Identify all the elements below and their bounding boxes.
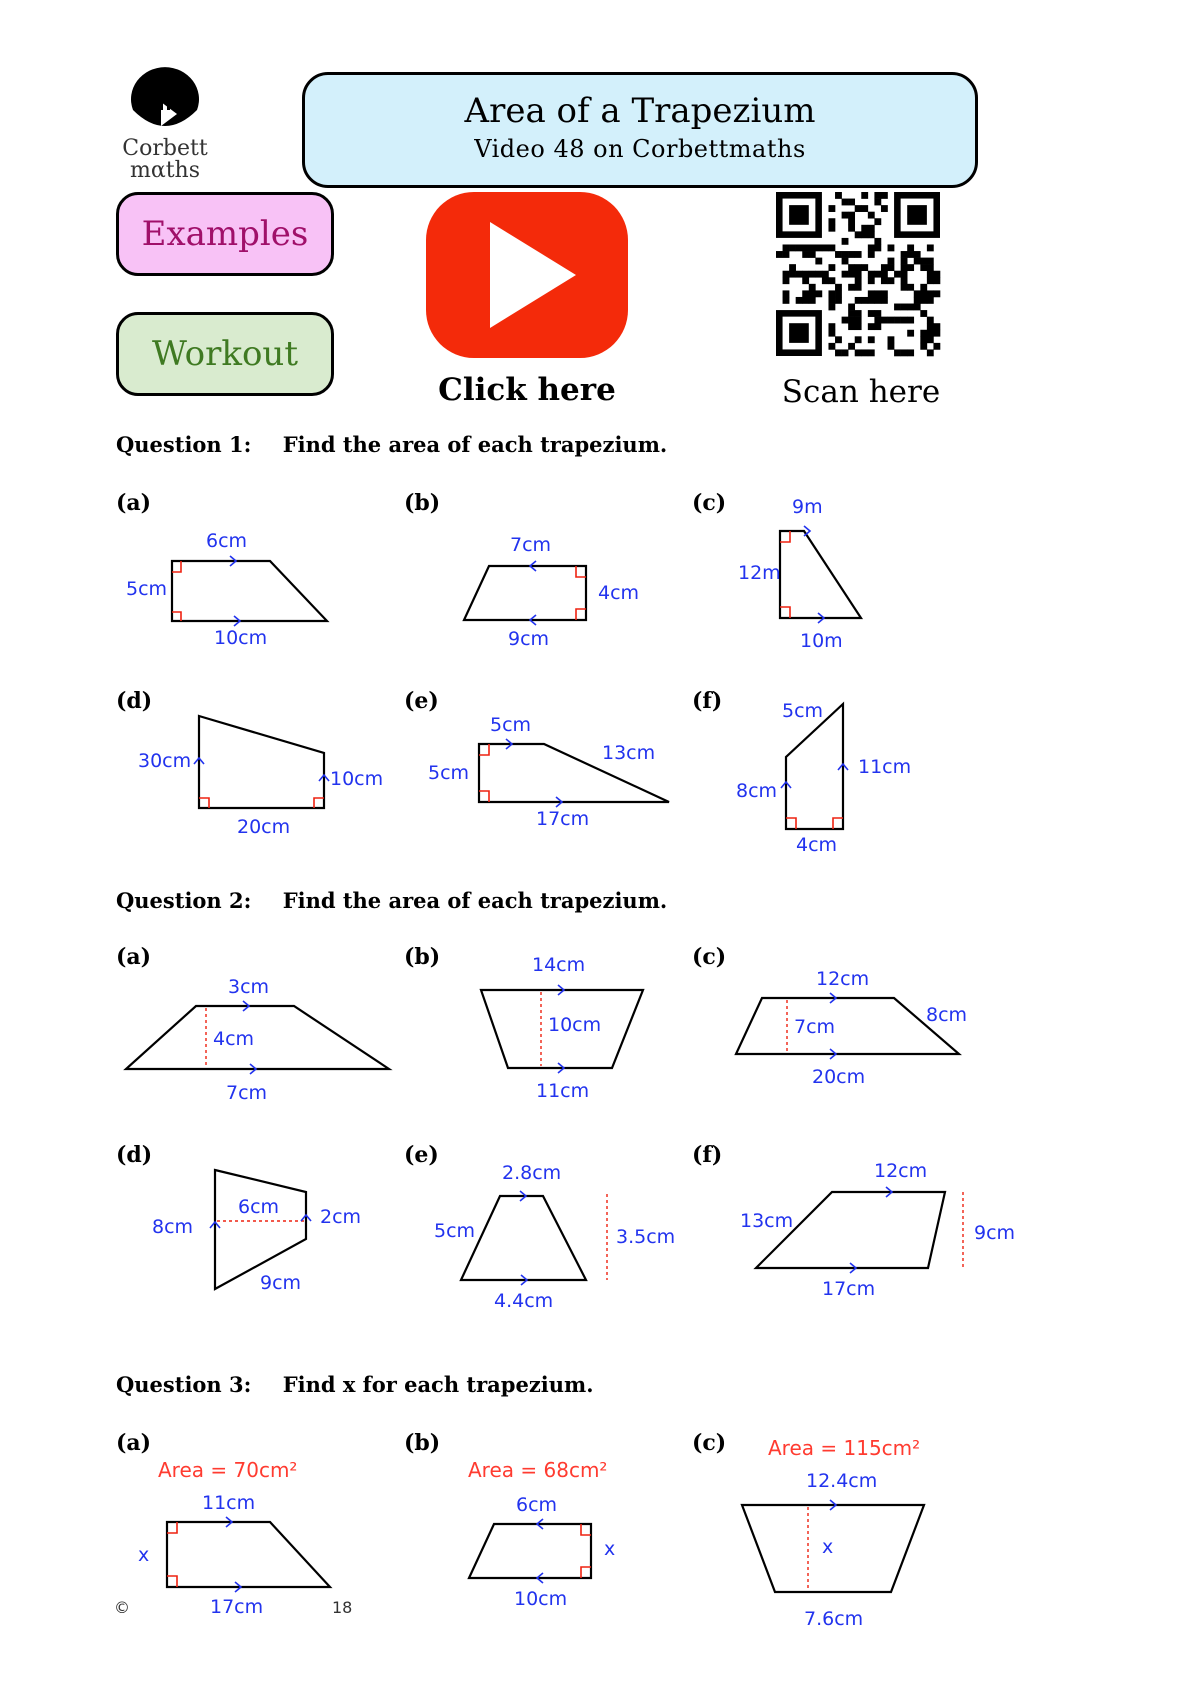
q2b-height-label: 10cm	[548, 1014, 602, 1036]
q1b-trapezium	[464, 561, 586, 625]
q1c-bottom-label: 10m	[800, 630, 843, 652]
scan-here-label: Scan here	[781, 374, 941, 410]
q1a-trapezium	[172, 556, 327, 626]
q1e-top-label: 5cm	[490, 714, 532, 736]
footer-year: 18	[332, 1598, 353, 1617]
q1a-top-label: 6cm	[206, 530, 248, 552]
q2d-right-label: 2cm	[320, 1206, 362, 1228]
q2c-bottom-label: 20cm	[812, 1066, 866, 1088]
q1e-bottom-label: 17cm	[536, 808, 590, 830]
question-2-number: Question 2:	[116, 888, 252, 913]
q2-part-b-label: (b)	[404, 944, 441, 970]
q2a-bottom-label: 7cm	[226, 1082, 268, 1104]
q2-part-d-label: (d)	[116, 1142, 153, 1168]
q2d-slant-label: 9cm	[260, 1272, 302, 1294]
q3b-trapezium	[469, 1519, 591, 1583]
q2a-top-label: 3cm	[228, 976, 270, 998]
q2d-left-label: 8cm	[152, 1216, 194, 1238]
q3b-right-label: x	[604, 1538, 616, 1560]
q1c-top-label: 9m	[792, 496, 823, 518]
q3a-bottom-label: 17cm	[210, 1596, 264, 1618]
q1e-left-label: 5cm	[428, 762, 470, 784]
q2a-height-label: 4cm	[213, 1028, 255, 1050]
q3a-left-label: x	[138, 1544, 150, 1566]
q1d-bottom-label: 20cm	[237, 816, 291, 838]
q1d-right-label: 10cm	[330, 768, 384, 790]
logo-word-maths: mαths	[129, 158, 201, 183]
q2c-slant-label: 8cm	[926, 1004, 968, 1026]
q3-part-c-label: (c)	[692, 1430, 727, 1456]
click-here-label[interactable]: Click here	[438, 372, 616, 408]
page-title: Area of a Trapezium	[464, 91, 816, 131]
q1d-trapezium	[194, 716, 329, 808]
q3b-area-label: Area = 68cm²	[468, 1458, 608, 1482]
q1f-left-label: 8cm	[736, 780, 778, 802]
q2-part-a-label: (a)	[116, 944, 152, 970]
q1e-slant-label: 13cm	[602, 742, 656, 764]
q3b-bottom-label: 10cm	[514, 1588, 568, 1610]
q1-part-c-label: (c)	[692, 490, 727, 516]
q2-part-f-label: (f)	[692, 1142, 723, 1168]
q2e-top-label: 2.8cm	[502, 1162, 562, 1184]
q3c-area-label: Area = 115cm²	[768, 1436, 921, 1460]
q3c-height-label: x	[822, 1536, 834, 1558]
q2a-trapezium	[126, 1001, 389, 1074]
q1f-right-label: 11cm	[858, 756, 912, 778]
workout-button[interactable]: Workout	[116, 312, 334, 396]
q3a-trapezium	[167, 1517, 330, 1592]
q2c-top-label: 12cm	[816, 968, 870, 990]
q1-part-d-label: (d)	[116, 688, 153, 714]
q1f-top-label: 5cm	[782, 700, 824, 722]
question-1-number: Question 1:	[116, 432, 252, 457]
q2e-trapezium	[461, 1191, 607, 1285]
logo-word-corbett: Corbett	[122, 136, 208, 161]
q2f-bottom-label: 17cm	[822, 1278, 876, 1300]
question-1-text: Find the area of each trapezium.	[282, 432, 668, 457]
q1a-left-label: 5cm	[126, 578, 168, 600]
q3c-top-label: 12.4cm	[806, 1470, 878, 1492]
q1-part-a-label: (a)	[116, 490, 152, 516]
q2b-top-label: 14cm	[532, 954, 586, 976]
q2e-height-label: 3.5cm	[616, 1226, 676, 1248]
footer-copyright: ©	[114, 1598, 130, 1617]
q1b-right-label: 4cm	[598, 582, 640, 604]
q3a-area-label: Area = 70cm²	[158, 1458, 298, 1482]
q1f-trapezium	[781, 704, 848, 829]
q2f-slant-label: 13cm	[740, 1210, 794, 1232]
q3-part-b-label: (b)	[404, 1430, 441, 1456]
q1c-trapezium	[780, 526, 861, 623]
page-subtitle: Video 48 on Corbettmaths	[474, 135, 806, 163]
q1f-bottom-label: 4cm	[796, 834, 838, 856]
q3c-bottom-label: 7.6cm	[804, 1608, 864, 1630]
q1b-top-label: 7cm	[510, 534, 552, 556]
q2d-height-label: 6cm	[238, 1196, 280, 1218]
question-3-text: Find x for each trapezium.	[282, 1372, 594, 1397]
q2b-bottom-label: 11cm	[536, 1080, 590, 1102]
q1-part-e-label: (e)	[404, 688, 439, 714]
q1c-left-label: 12m	[738, 562, 781, 584]
q3-part-a-label: (a)	[116, 1430, 152, 1456]
q2-part-c-label: (c)	[692, 944, 727, 970]
q1d-left-label: 30cm	[138, 750, 192, 772]
q3b-top-label: 6cm	[516, 1494, 558, 1516]
examples-button[interactable]: Examples	[116, 192, 334, 276]
q3a-top-label: 11cm	[202, 1492, 256, 1514]
q2-part-e-label: (e)	[404, 1142, 439, 1168]
q2e-bottom-label: 4.4cm	[494, 1290, 554, 1312]
q1a-bottom-label: 10cm	[214, 627, 268, 649]
q2e-slant-label: 5cm	[434, 1220, 476, 1242]
q2f-height-label: 9cm	[974, 1222, 1016, 1244]
q1-part-f-label: (f)	[692, 688, 723, 714]
q2c-height-label: 7cm	[794, 1016, 836, 1038]
q1-part-b-label: (b)	[404, 490, 441, 516]
q2c-trapezium	[736, 993, 959, 1059]
q1b-bottom-label: 9cm	[508, 628, 550, 650]
question-2-text: Find the area of each trapezium.	[282, 888, 668, 913]
q2f-top-label: 12cm	[874, 1160, 928, 1182]
question-3-number: Question 3:	[116, 1372, 252, 1397]
